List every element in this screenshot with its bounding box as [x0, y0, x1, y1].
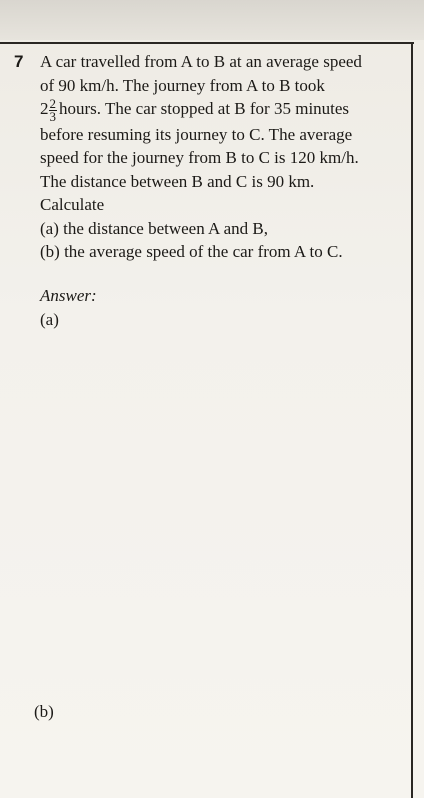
previous-page-shadow	[0, 0, 424, 40]
question-line-4: before resuming its journey to C. The average	[40, 124, 353, 144]
answer-part-a-label: (a)	[40, 310, 59, 329]
answer-label: Answer:	[40, 286, 97, 305]
fraction-numerator: 2	[49, 95, 56, 111]
mixed-number-fraction	[49, 95, 58, 124]
fraction-denominator: 3	[49, 108, 56, 124]
part-a-prompt: (a) the distance between A and B,	[40, 218, 269, 238]
question-line-5: speed for the journey from B to C is 120 km/h.	[40, 148, 359, 168]
question-box-top-border	[0, 42, 414, 44]
question-line-6: The distance between B and C is 90 km.	[40, 171, 315, 191]
question-box-right-border	[411, 42, 413, 798]
answer-work-area[interactable]	[30, 335, 400, 695]
mixed-number-whole: 2	[40, 99, 49, 118]
question-text	[40, 50, 408, 264]
question-number: 7	[14, 52, 24, 71]
question-line-3: 2 $\frac{2}{3}$ hours. The car stopped at B for 35 minutes	[40, 95, 350, 124]
question-line-2: of 90 km/h. The journey from A to B took	[40, 75, 325, 95]
part-b-prompt: (b) the average speed of the car from A to C.	[40, 242, 343, 262]
question-line-1: A car travelled from A to B at an average speed	[40, 52, 362, 71]
answer-part-b-label: (b)	[34, 702, 54, 721]
question-line-7: Calculate	[40, 195, 105, 215]
